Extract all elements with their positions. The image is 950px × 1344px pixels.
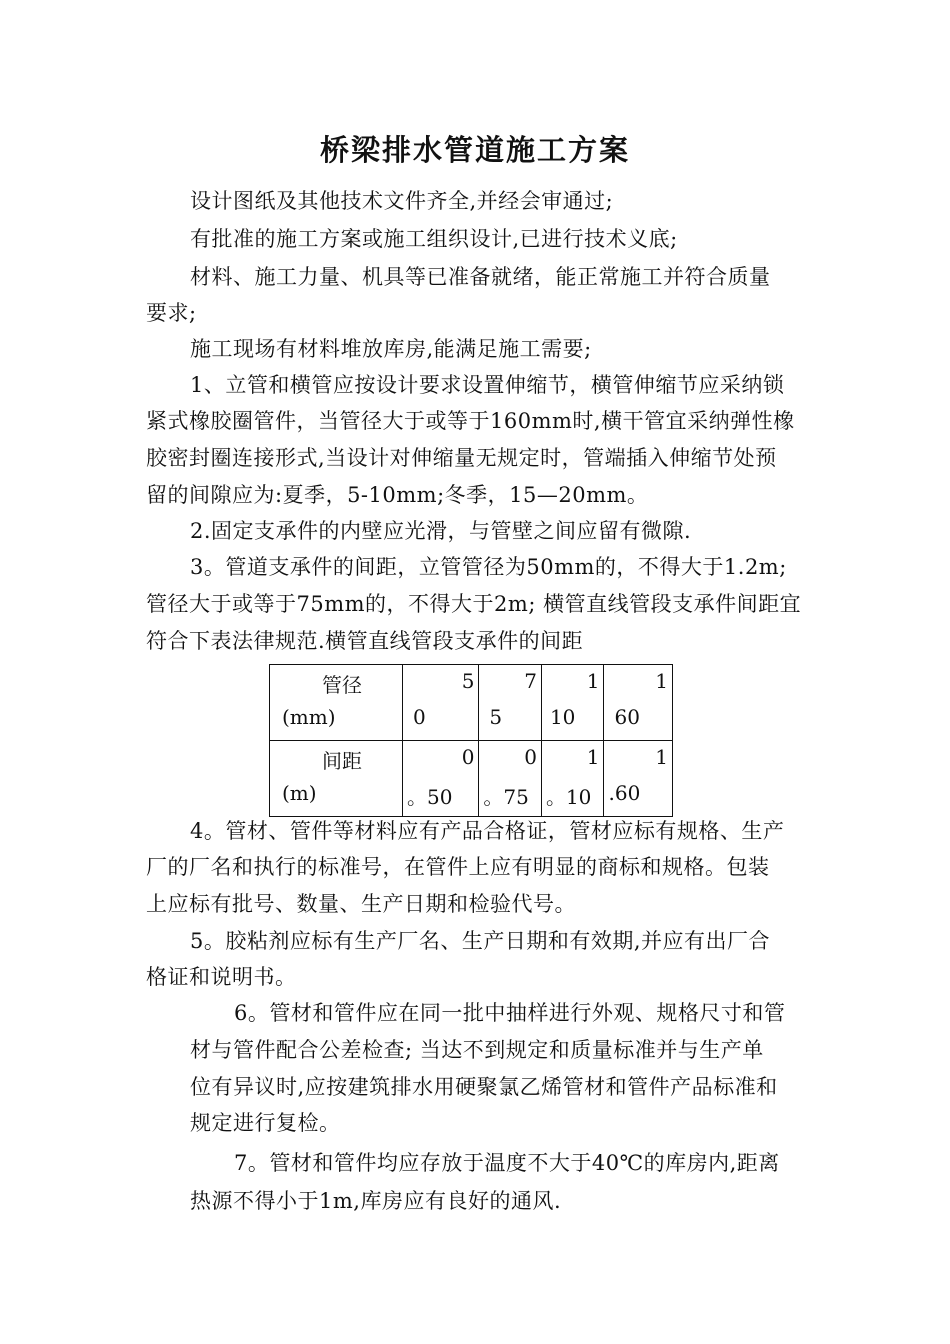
table-cell <box>403 741 479 817</box>
table-cell <box>541 665 604 741</box>
table-cell <box>604 741 673 817</box>
table-cell <box>403 665 479 741</box>
paragraph-line: 1、立管和横管应按设计要求设置伸缩节，横管伸缩节应采纳锁 <box>190 373 785 397</box>
paragraph-line: 紧式橡胶圈管件，当管径大于或等于160mm时,横干管宜采纳弹性橡 <box>146 409 795 433</box>
paragraph-line: 胶密封圈连接形式,当设计对伸缩量无规定时，管端插入伸缩节处预 <box>146 446 777 470</box>
support-spacing-table <box>269 664 673 817</box>
paragraph-line: 位有异议时,应按建筑排水用硬聚氯乙烯管材和管件产品标准和 <box>190 1075 778 1099</box>
paragraph-line: 管径大于或等于75mm的，不得大于2m; 横管直线管段支承件间距宜 <box>146 592 802 616</box>
table-cell <box>604 665 673 741</box>
paragraph-line: 7。管材和管件均应存放于温度不大于40℃的库房内,距离 <box>234 1151 780 1175</box>
table-cell-text: 10 <box>549 705 576 729</box>
paragraph-line: 要求; <box>146 301 197 325</box>
paragraph-line: 格证和说明书。 <box>146 965 297 989</box>
paragraph-line: 6。管材和管件应在同一批中抽样进行外观、规格尺寸和管 <box>234 1001 786 1025</box>
table-header-cell <box>270 665 403 741</box>
paragraph-line: 上应标有批号、数量、生产日期和检验代号。 <box>146 892 576 916</box>
table-cell-text: 5 <box>489 705 503 729</box>
table-cell-text: 。50 <box>407 785 453 809</box>
table-cell-text: (m) <box>282 781 317 805</box>
paragraph-line: 规定进行复检。 <box>190 1111 341 1135</box>
paragraph-line: 留的间隙应为:夏季，5-10mm;冬季，15—20mm。 <box>146 483 649 507</box>
paragraph-line: 热源不得小于1m,库房应有良好的通风. <box>190 1189 562 1213</box>
table-cell-text: 1 <box>655 669 668 693</box>
table-cell-text: 管径 <box>322 673 362 697</box>
paragraph-line: 施工现场有材料堆放库房,能满足施工需要; <box>190 337 592 361</box>
paragraph-line: 设计图纸及其他技术文件齐全,并经会审通过; <box>190 189 614 213</box>
table-cell <box>541 741 604 817</box>
paragraph-line: 材与管件配合公差检查; 当达不到规定和质量标准并与生产单 <box>190 1038 764 1062</box>
paragraph-line: 有批准的施工方案或施工组织设计,已进行技术义底; <box>190 227 678 251</box>
table-row <box>270 741 673 817</box>
paragraph-line: 3。管道支承件的间距，立管管径为50mm的，不得大于1.2m; <box>190 555 787 579</box>
table-cell-text: 。75 <box>483 785 529 809</box>
table-cell-text: (mm) <box>282 705 336 729</box>
paragraph-line: 5。胶粘剂应标有生产厂名、生产日期和有效期,并应有出厂合 <box>190 929 771 953</box>
document-title: 桥梁排水管道施工方案 <box>319 133 630 167</box>
table-cell-text: 0 <box>413 705 426 729</box>
table-cell-text: 5 <box>461 669 475 693</box>
table-cell-text: 7 <box>524 669 537 693</box>
table-header-cell <box>270 741 403 817</box>
table-cell-text: 0 <box>524 745 537 769</box>
table-cell-text: 。10 <box>545 785 592 809</box>
paragraph-line: 2.固定支承件的内壁应光滑，与管壁之间应留有微隙. <box>190 519 692 543</box>
table-cell <box>479 665 542 741</box>
table-cell-text: 间距 <box>322 749 362 773</box>
table-row <box>270 665 673 741</box>
table-cell-text: 1 <box>586 669 600 693</box>
table-cell-text: 60 <box>614 705 640 729</box>
paragraph-line: 厂的厂名和执行的标准号，在管件上应有明显的商标和规格。包装 <box>146 855 770 879</box>
table-cell-text: 0 <box>461 745 475 769</box>
table-cell-text: 1 <box>586 745 600 769</box>
table-cell-text: .60 <box>608 781 641 805</box>
paragraph-line: 4。管材、管件等材料应有产品合格证，管材应标有规格、生产 <box>190 819 785 843</box>
paragraph-line: 材料、施工力量、机具等已准备就绪，能正常施工并符合质量 <box>190 265 771 289</box>
paragraph-line: 符合下表法律规范.横管直线管段支承件的间距 <box>146 629 584 653</box>
table-cell-text: 1 <box>655 745 668 769</box>
table-cell <box>479 741 542 817</box>
